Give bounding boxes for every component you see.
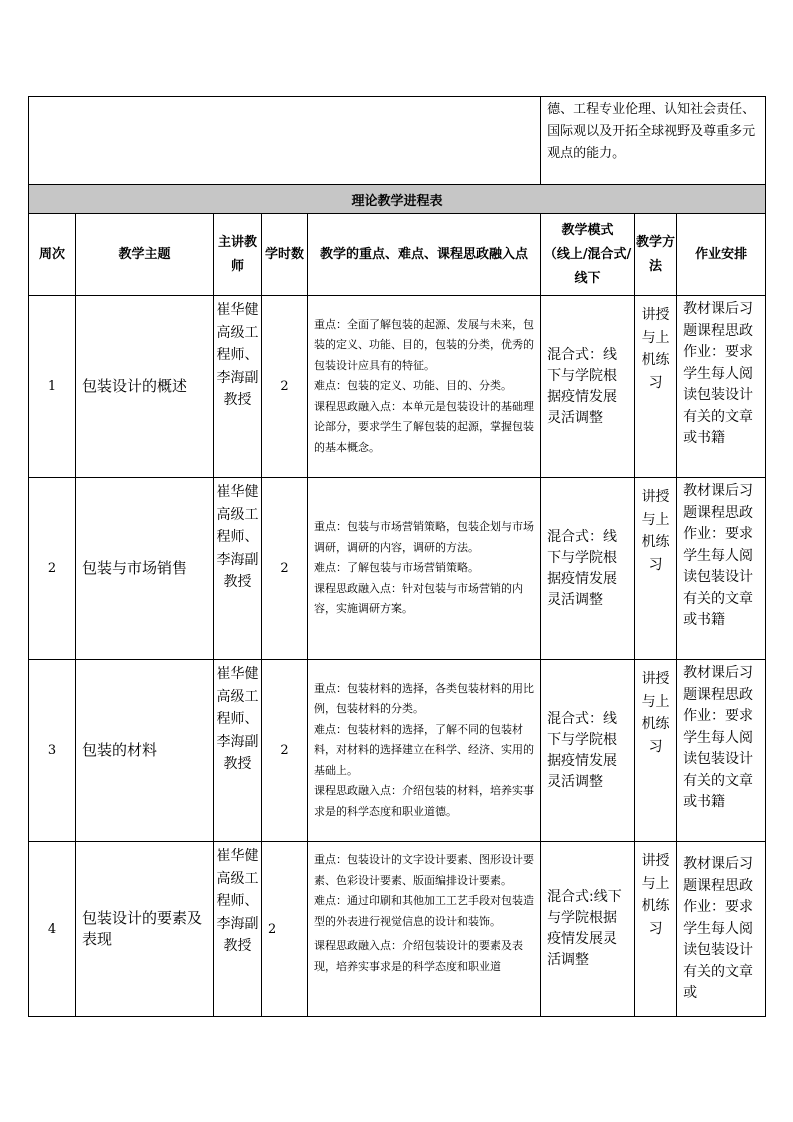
header-focus: 教学的重点、难点、课程思政融入点 xyxy=(308,214,541,296)
homework: 教材课后习题课程思政作业：要求学生每人阅读包装设计有关的文章或书籍 xyxy=(677,660,766,842)
teaching-method: 讲授与上机练习 xyxy=(635,296,677,478)
week-number: 1 xyxy=(29,296,76,478)
header-method: 教学方法 xyxy=(635,214,677,296)
hours: 2 xyxy=(262,842,308,1017)
hours: 2 xyxy=(262,478,308,660)
homework: 教材课后习题课程思政作业：要求学生每人阅读包装设计有关的文章或 xyxy=(677,842,766,1017)
teacher: 崔华健高级工程师、李海副教授 xyxy=(214,296,262,478)
focus-points xyxy=(308,660,541,842)
focus-key: 重点：包装与市场营销策略，包装企划与市场调研，调研的内容，调研的方法。 xyxy=(314,520,534,554)
teaching-mode: 混合式:线下与学院根据疫情发展灵活调整 xyxy=(541,842,635,1017)
table-row xyxy=(29,478,766,660)
header-week: 周次 xyxy=(29,214,76,296)
topic: 包装设计的概述 xyxy=(76,296,214,478)
teaching-method: 讲授与上机练习 xyxy=(635,842,677,1017)
focus-ideology: 课程思政融入点：介绍包装设计的要素及表现，培养实事求是的科学态度和职业道 xyxy=(314,939,523,973)
teaching-mode: 混合式：线下与学院根据疫情发展灵活调整 xyxy=(541,296,635,478)
continuation-text: 德、工程专业伦理、认知社会责任、国际观以及开拓全球视野及尊重多元观点的能力。 xyxy=(541,97,766,185)
teaching-schedule-table xyxy=(28,96,766,1017)
focus-points xyxy=(308,842,541,1017)
hours: 2 xyxy=(262,660,308,842)
focus-difficulty: 难点：了解包装与市场营销策略。 xyxy=(314,561,479,575)
empty-cell xyxy=(29,97,541,185)
focus-ideology: 课程思政融入点：针对包装与市场营销的内容，实施调研方案。 xyxy=(314,581,523,616)
header-topic: 教学主题 xyxy=(76,214,214,296)
header-mode-line2: （线上/混合式/线下 xyxy=(543,246,632,286)
focus-difficulty: 难点：包装的定义、功能、目的、分类。 xyxy=(314,379,512,393)
teacher: 崔华健高级工程师、李海副教授 xyxy=(214,842,262,1017)
topic: 包装的材料 xyxy=(76,660,214,842)
header-hours: 学时数 xyxy=(262,214,308,296)
teacher: 崔华健高级工程师、李海副教授 xyxy=(214,478,262,660)
header-teacher: 主讲教师 xyxy=(214,214,262,296)
table-row xyxy=(29,660,766,842)
focus-ideology: 课程思政融入点：本单元是包装设计的基础理论部分，要求学生了解包装的起源，掌握包装的基本概念。 xyxy=(314,399,534,454)
homework: 教材课后习题课程思政作业：要求学生每人阅读包装设计有关的文章或书籍 xyxy=(677,478,766,660)
week-number: 3 xyxy=(29,660,76,842)
focus-difficulty: 难点：包装材料的选择，了解不同的包装材料，对材料的选择建立在科学、经济、实用的基础上。 xyxy=(314,722,534,777)
focus-ideology: 课程思政融入点：介绍包装的材料，培养实事求是的科学态度和职业道德。 xyxy=(314,784,534,818)
focus-points xyxy=(308,478,541,660)
teaching-mode: 混合式：线下与学院根据疫情发展灵活调整 xyxy=(541,660,635,842)
teaching-method: 讲授与上机练习 xyxy=(635,478,677,660)
teaching-mode: 混合式：线下与学院根据疫情发展灵活调整 xyxy=(541,478,635,660)
header-homework: 作业安排 xyxy=(677,214,766,296)
section-title: 理论教学进程表 xyxy=(29,185,766,214)
focus-difficulty: 难点：通过印刷和其他加工工艺手段对包装造型的外表进行视觉信息的设计和装饰。 xyxy=(314,894,534,928)
table-row xyxy=(29,296,766,478)
teacher: 崔华健高级工程师、李海副教授 xyxy=(214,660,262,842)
continuation-row xyxy=(29,97,766,185)
focus-key: 重点：包装材料的选择，各类包装材料的用比例，包装材料的分类。 xyxy=(314,681,534,716)
table-row xyxy=(29,842,766,1017)
teaching-method: 讲授与上机练习 xyxy=(635,660,677,842)
topic: 包装与市场销售 xyxy=(76,478,214,660)
header-mode xyxy=(541,214,635,296)
hours: 2 xyxy=(262,296,308,478)
header-mode-line1: 教学模式 xyxy=(561,222,614,238)
header-row xyxy=(29,214,766,296)
week-number: 2 xyxy=(29,478,76,660)
homework: 教材课后习题课程思政作业：要求学生每人阅读包装设计有关的文章或书籍 xyxy=(677,296,766,478)
focus-key: 重点：包装设计的文字设计要素、图形设计要素、色彩设计要素、版面编排设计要素。 xyxy=(314,853,534,887)
section-title-row xyxy=(29,185,766,214)
focus-key: 重点：全面了解包装的起源、发展与未来，包装的定义、功能、目的，包装的分类，优秀的包装设计应具有的特征。 xyxy=(314,317,534,372)
topic: 包装设计的要素及表现 xyxy=(76,842,214,1017)
week-number: 4 xyxy=(29,842,76,1017)
focus-points xyxy=(308,296,541,478)
